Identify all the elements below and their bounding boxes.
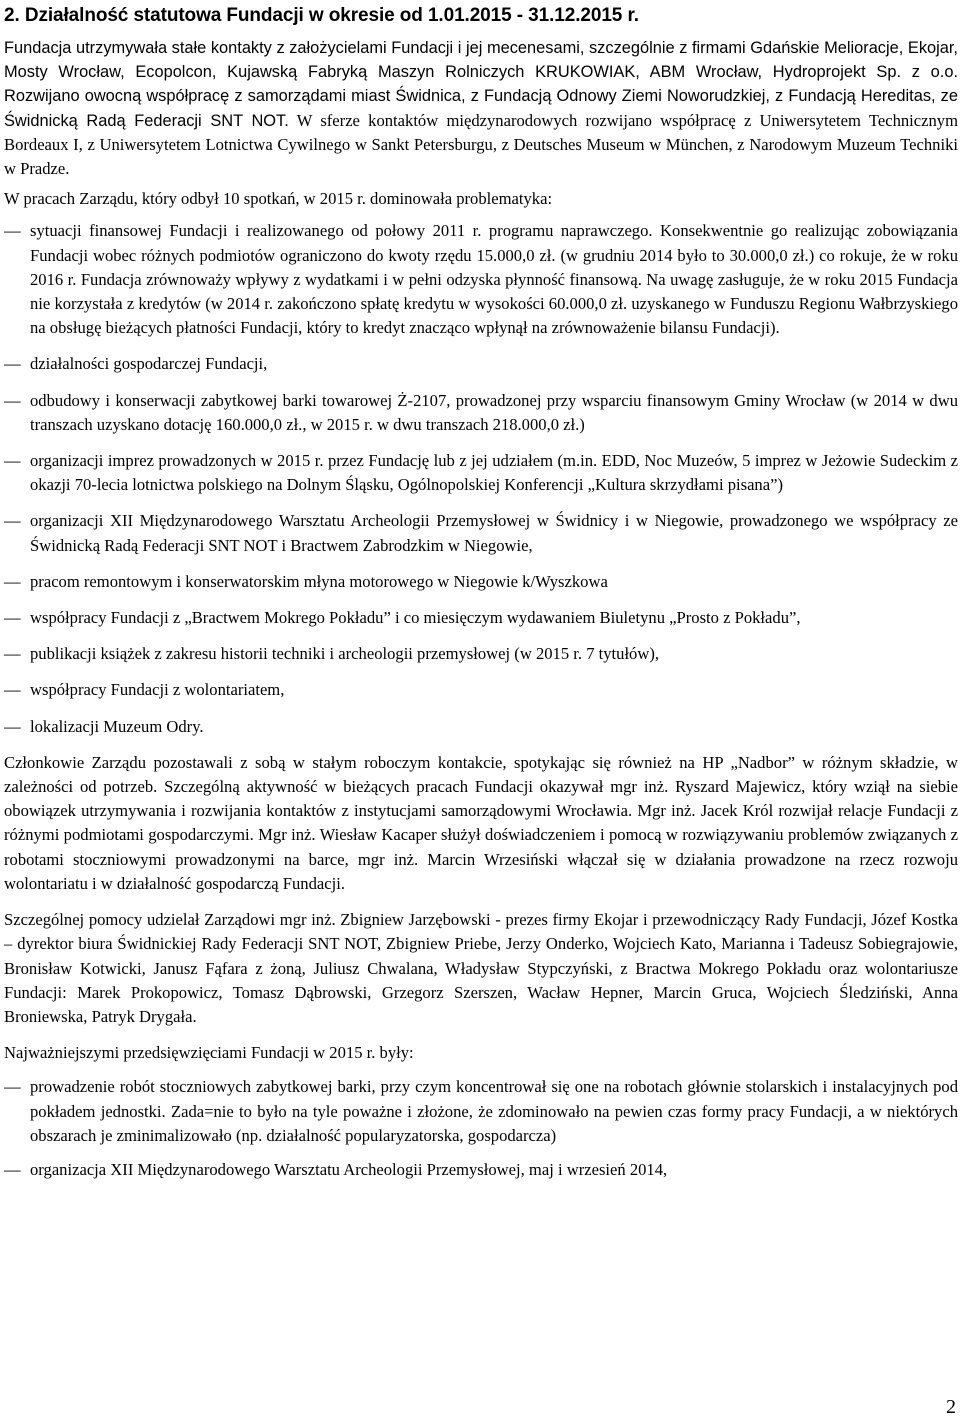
dash-mark: —: [4, 221, 21, 241]
dash-mark: —: [4, 390, 21, 410]
key-projects-intro: Najważniejszymi przedsięwzięciami Fundacji w 2015 r. były:: [4, 1043, 414, 1063]
document-page: [4, 0, 958, 1182]
section-heading: 2. Działalność statutowa Fundacji w okresie od 1.01.2015 - 31.12.2015 r.: [4, 5, 639, 26]
board-item: — organizacji imprez prowadzonych w 2015 r. przez Fundację lub z jej udziałem (m.in. EDD, Noc Muzeów, 5 imprez w Jeżowie Sudeckim z okazji 70-lecia lotnictwa polskiego na Dolnym Śląsku, Ogólnopolskiej Konferencji „Kultura skrzydłami pisana”): [4, 451, 958, 495]
board-item: — lokalizacji Muzeum Odry.: [4, 715, 958, 739]
board-item: — współpracy Fundacji z wolontariatem,: [4, 678, 958, 702]
key-project-item: — prowadzenie robót stoczniowych zabytkowej barki, przy czym koncentrował się one na robotach głównie stolarskich i instalacyjnych pod pokładem jednostki. Zada=nie to było na tyle poważne i złożone, że zdominowało na pewien czas formy pracy Fundacji, a w niektórych obszarach je zminimalizowało (np. działalność popularyzatorska, gospodarcza): [4, 1077, 958, 1145]
dash-mark: —: [4, 451, 21, 471]
dash-mark: —: [4, 571, 21, 591]
page-number: 2: [946, 1396, 956, 1418]
board-item: — pracom remontowym i konserwatorskim młyna motorowego w Niegowie k/Wyszkowa: [4, 570, 958, 594]
members-paragraph: Członkowie Zarządu pozostawali z sobą w stałym roboczym kontakcie, spotykając się również na HP „Nadbor” w różnym składzie, w zależności od potrzeb. Szczególną aktywność w bieżących pracach Fundacji okazywał mgr inż. Ryszard Majewicz, który wziął na siebie obowiązek utrzymywania i rozwijania kontaktów z instytucjami samorządowymi Wrocławia. Mgr inż. Jacek Król rozwijał relacje Fundacji z różnymi podmiotami gospodarczymi. Mgr inż. Wiesław Kacaper służył doświadczeniem i pomocą w rozwiązywaniu problemów związanych z robotami stoczniowymi prowadzonymi na barce, mgr inż. Marcin Wrzesiński włączał się w działania prowadzone na rzecz rozwoju wolontariatu i w działalność gospodarczą Fundacji.: [4, 752, 958, 893]
dash-mark: —: [4, 354, 21, 374]
dash-mark: —: [4, 1077, 21, 1097]
intro-sans-text: Fundacja utrzymywała stałe kontakty z założycielami Fundacji i jej mecenesami, szczególnie z firmami Gdańskie Melioracje, Ekojar, Mosty Wrocław, Ecopolcon, Kujawską Fabryką Maszyn Rolniczych KRUKOWIAK, ABM Wrocław, Hydroprojekt Sp. z o.o. Rozwijano owocną współpracę z samorządami miast Świdnica, z Fundacją Odnowy Ziemi Noworudzkiej, z Fundacją Hereditas, ze Świdnicką Radą Federacji SNT NOT.: [4, 39, 958, 130]
board-item: — odbudowy i konserwacji zabytkowej barki towarowej Ż-2107, prowadzonej przy wsparciu finansowym Gminy Wrocław (w 2014 w dwu transzach uzyskano dotację 160.000,0 zł., w 2015 r. w dwu transzach 218.000,0 zł.): [4, 390, 958, 434]
intro-serif-text: W sferze kontaktów międzynarodowych rozwijano współpracę z Uniwersytetem Technicznym Bordeaux I, z Uniwersytetem Lotnictwa Cywilnego w Sankt Petersburgu, z Deutsches Museum w München, z Narodowym Muzeum Techniki w Pradze.: [4, 110, 958, 179]
dash-mark: —: [4, 511, 21, 531]
dash-mark: —: [4, 644, 21, 664]
board-item: — działalności gospodarczej Fundacji,: [4, 352, 958, 376]
board-item: — organizacji XII Międzynarodowego Warsztatu Archeologii Przemysłowej w Świdnicy i w Niegowie, prowadzonego we współpracy ze Świdnicką Radą Federacji SNT NOT i Bractwem Zabrodzkim w Niegowie,: [4, 511, 958, 555]
board-item: — współpracy Fundacji z „Bractwem Mokrego Pokładu” i co miesięczym wydawaniem Biuletynu „Prosto z Pokładu”,: [4, 606, 958, 630]
dash-mark: —: [4, 680, 21, 700]
board-item: — sytuacji finansowej Fundacji i realizowanego od połowy 2011 r. programu naprawczego. Konsekwentnie go realizując zobowiązania Fundacji wobec różnych podmiotów ograniczono do kwoty rzędu 15.000,0 zł. (w grudniu 2014 było to 30.000,0 zł.) co rokuje, że w roku 2016 r. Fundacja zrównoważy wpływy z wydatkami i w pełni odzyska płynność finansową. Na uwagę zasługuje, że w roku 2015 Fundacja nie korzystała z kredytów (w 2014 r. zakończono spłatę kredytu w wysokości 60.000,0 zł. uzyskanego w Funduszu Regionu Wałbrzyskiego na obsługę bieżących płatności Fundacji, który to kredyt znacząco wpłynął na zrównoważenie bilansu Fundacji).: [4, 221, 958, 338]
board-item: — publikacji książek z zakresu historii techniki i archeologii przemysłowej (w 2015 r. 7 tytułów),: [4, 642, 958, 666]
dash-mark: —: [4, 608, 21, 628]
help-paragraph: Szczególnej pomocy udzielał Zarządowi mgr inż. Zbigniew Jarzębowski - prezes firmy Ekojar i przewodniczący Rady Fundacji, Józef Kostka – dyrektor biura Świdnickiej Rady Federacji SNT NOT, Zbigniew Priebe, Jerzy Onderko, Wojciech Kato, Marianna i Tadeusz Sobiegrajowie, Bronisław Kotwicki, Janusz Fąfara z żoną, Juliusz Chwalana, Władysław Stypczyński, z Bractwa Mokrego Pokładu oraz wolontariusze Fundacji: Marek Prokopowicz, Tomasz Dąbrowski, Grzegorz Szerszen, Wacław Hepner, Marcin Gruca, Wojciech Śledziński, Anna Broniewska, Patryk Drygała.: [4, 910, 958, 1026]
dash-mark: —: [4, 716, 21, 736]
intro-paragraph: [4, 36, 958, 181]
key-project-item: — organizacja XII Międzynarodowego Warsztatu Archeologii Przemysłowej, maj i wrzesień 2014,: [4, 1158, 958, 1182]
dash-mark: —: [4, 1159, 21, 1179]
board-intro: W pracach Zarządu, który odbył 10 spotkań, w 2015 r. dominowała problematyka:: [4, 189, 553, 209]
